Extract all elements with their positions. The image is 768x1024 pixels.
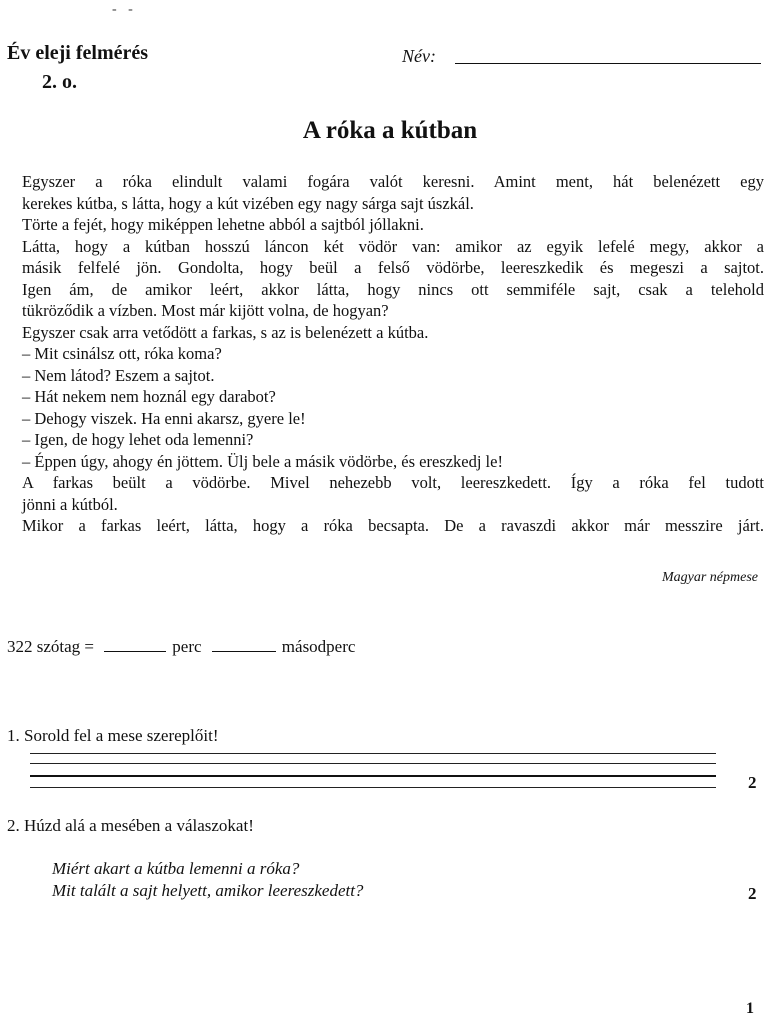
story-line: Törte a fejét, hogy miképpen lehetne abból a sajtból jóllakni.: [22, 215, 424, 234]
story-line: Látta, hogy a kútban hosszú láncon két vödör van: amikor az egyik lefelé megy, akkor a: [22, 236, 764, 256]
name-field[interactable]: [455, 63, 761, 64]
grade-label: 2. o.: [42, 71, 77, 93]
story-line: – Igen, de hogy lehet oda lemenni?: [22, 430, 254, 449]
story-line: Igen ám, de amikor leért, akkor látta, hogy nincs ott semmiféle sajt, csak a telehold: [22, 279, 764, 299]
minute-blank[interactable]: [104, 637, 166, 652]
minute-label: perc: [172, 637, 202, 656]
story-text: [22, 171, 764, 537]
story-line: A farkas beült a vödörbe. Mivel nehezebb volt, leereszkedett. Így a róka fel tudott: [22, 473, 764, 492]
story-title: A róka a kútban: [302, 117, 478, 144]
task-1-prompt: 1. Sorold fel a mese szereplőit!: [7, 726, 219, 745]
story-line: Egyszer a róka elindult valami fogára valót keresni. Amint ment, hát belenézett egy: [22, 172, 764, 191]
story-source: Magyar népmese: [661, 570, 758, 585]
worksheet-title: Év eleji felmérés: [7, 42, 149, 64]
second-label: másodperc: [281, 637, 356, 656]
story-line: – Éppen úgy, ahogy én jöttem. Ülj bele a másik vödörbe, és ereszkedj le!: [22, 451, 503, 471]
syllable-count: 322 szótag =: [7, 637, 95, 656]
story-line: kerekes kútba, s látta, hogy a kút vizében egy nagy sárga sajt úszkál.: [22, 193, 474, 213]
name-label: Név:: [402, 46, 436, 66]
task-2-question: Mit talált a sajt helyett, amikor leereszkedett?: [52, 881, 364, 900]
story-line: – Hát nekem nem hoznál egy darabot?: [22, 387, 276, 406]
story-line: Egyszer csak arra vetődött a farkas, s az is belenézett a kútba.: [22, 322, 429, 342]
story-line: tükröződik a vízben. Most már kijött volna, de hogyan?: [22, 301, 389, 320]
story-line: Mikor a farkas leért, látta, hogy a róka becsapta. De a ravaszdi akkor már messzire járt.: [22, 516, 764, 535]
second-blank[interactable]: [212, 637, 276, 652]
story-line: – Nem látod? Eszem a sajtot.: [22, 365, 215, 385]
story-line: – Dehogy viszek. Ha enni akarsz, gyere le!: [22, 408, 306, 428]
task-2-points: 2: [748, 884, 757, 903]
story-line: – Mit csinálsz ott, róka koma?: [22, 344, 222, 363]
story-line: másik felfelé jön. Gondolta, hogy beül a felső vödörbe, leereszkedik és megeszi a sajtot.: [22, 258, 764, 277]
scan-marks: - -: [112, 2, 137, 17]
page-number: 1: [746, 1000, 754, 1017]
answer-line[interactable]: [30, 763, 716, 764]
answer-line[interactable]: [30, 753, 716, 754]
syllable-timing: [7, 637, 355, 657]
answer-line[interactable]: [30, 775, 716, 777]
answer-line[interactable]: [30, 787, 716, 788]
task-2-prompt: 2. Húzd alá a mesében a válaszokat!: [7, 816, 254, 835]
story-line: jönni a kútból.: [22, 494, 118, 514]
task-2-question: Miért akart a kútba lemenni a róka?: [52, 859, 300, 878]
task-1-points: 2: [748, 773, 757, 792]
